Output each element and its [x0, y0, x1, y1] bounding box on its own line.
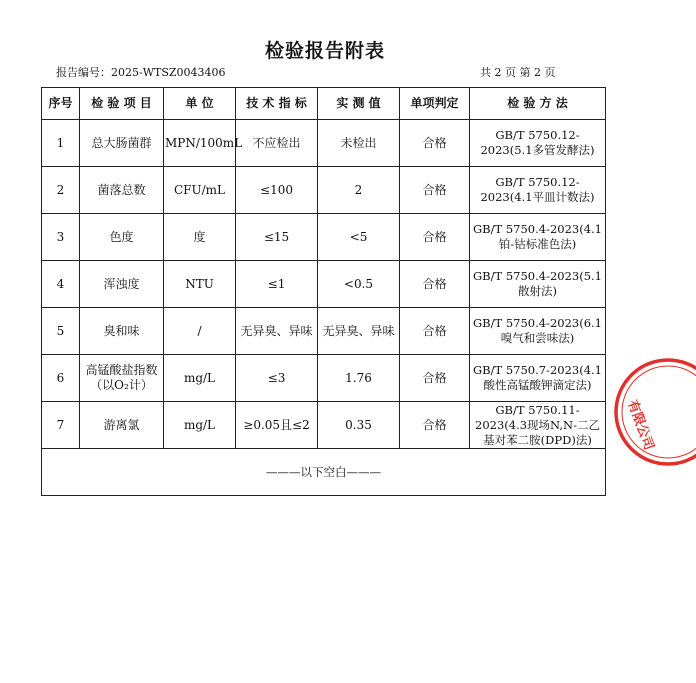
table-row [42, 214, 606, 261]
row-value: 1.76 [318, 355, 400, 402]
blank-below-note: ———以下空白——— [42, 449, 606, 496]
col-header-no: 序号 [42, 88, 80, 120]
row-unit: 度 [164, 214, 236, 261]
table-row [42, 308, 606, 355]
company-seal [606, 352, 696, 472]
results-table [41, 87, 606, 496]
row-verdict: 合格 [400, 402, 470, 449]
table-row [42, 120, 606, 167]
row-item: 总大肠菌群 [80, 120, 164, 167]
row-unit: MPN/100mL [164, 120, 236, 167]
row-spec: 无异臭、异味 [236, 308, 318, 355]
row-spec: ≤15 [236, 214, 318, 261]
row-spec: ≤1 [236, 261, 318, 308]
row-no: 2 [42, 167, 80, 214]
row-spec: 不应检出 [236, 120, 318, 167]
row-spec: ≥0.05且≤2 [236, 402, 318, 449]
table-row [42, 355, 606, 402]
col-header-value: 实 测 值 [318, 88, 400, 120]
table-footer-row [42, 449, 606, 496]
row-unit: NTU [164, 261, 236, 308]
row-value: 2 [318, 167, 400, 214]
row-no: 1 [42, 120, 80, 167]
row-spec: ≤3 [236, 355, 318, 402]
row-method: GB/T 5750.12-2023(5.1多管发酵法) [470, 120, 606, 167]
row-spec: ≤100 [236, 167, 318, 214]
row-no: 7 [42, 402, 80, 449]
table-row [42, 402, 606, 449]
row-unit: mg/L [164, 355, 236, 402]
row-value: <5 [318, 214, 400, 261]
row-no: 5 [42, 308, 80, 355]
row-no: 6 [42, 355, 80, 402]
row-verdict: 合格 [400, 167, 470, 214]
row-no: 3 [42, 214, 80, 261]
col-header-unit: 单 位 [164, 88, 236, 120]
row-verdict: 合格 [400, 120, 470, 167]
row-verdict: 合格 [400, 214, 470, 261]
col-header-method: 检 验 方 法 [470, 88, 606, 120]
table-row [42, 167, 606, 214]
row-method: GB/T 5750.11-2023(4.3现场N,N-二乙基对苯二胺(DPD)法) [470, 402, 606, 449]
document-title: 检验报告附表 [264, 40, 385, 62]
row-item: 臭和味 [80, 308, 164, 355]
col-header-item: 检 验 项 目 [80, 88, 164, 120]
row-item: 浑浊度 [80, 261, 164, 308]
row-unit: mg/L [164, 402, 236, 449]
col-header-verdict: 单项判定 [400, 88, 470, 120]
row-item: 色度 [80, 214, 164, 261]
table-header-row [42, 88, 606, 120]
page-info: 共 2 页 第 2 页 [480, 66, 556, 79]
row-verdict: 合格 [400, 261, 470, 308]
table-row [42, 261, 606, 308]
row-value: 无异臭、异味 [318, 308, 400, 355]
row-item: 高锰酸盐指数（以O₂计） [80, 355, 164, 402]
row-item: 菌落总数 [80, 167, 164, 214]
row-value: <0.5 [318, 261, 400, 308]
row-value: 0.35 [318, 402, 400, 449]
row-method: GB/T 5750.4-2023(6.1嗅气和尝味法) [470, 308, 606, 355]
row-unit: CFU/mL [164, 167, 236, 214]
row-verdict: 合格 [400, 355, 470, 402]
row-value: 未检出 [318, 120, 400, 167]
row-method: GB/T 5750.4-2023(4.1铂-钴标准色法) [470, 214, 606, 261]
row-method: GB/T 5750.4-2023(5.1散射法) [470, 261, 606, 308]
row-item: 游离氯 [80, 402, 164, 449]
report-number: 报告编号：2025-WTSZ0043406 [56, 66, 226, 79]
row-verdict: 合格 [400, 308, 470, 355]
row-no: 4 [42, 261, 80, 308]
row-unit: / [164, 308, 236, 355]
svg-text:有限公司: 有限公司 [624, 398, 657, 453]
row-method: GB/T 5750.7-2023(4.1酸性高锰酸钾滴定法) [470, 355, 606, 402]
row-method: GB/T 5750.12-2023(4.1平皿计数法) [470, 167, 606, 214]
col-header-spec: 技 术 指 标 [236, 88, 318, 120]
